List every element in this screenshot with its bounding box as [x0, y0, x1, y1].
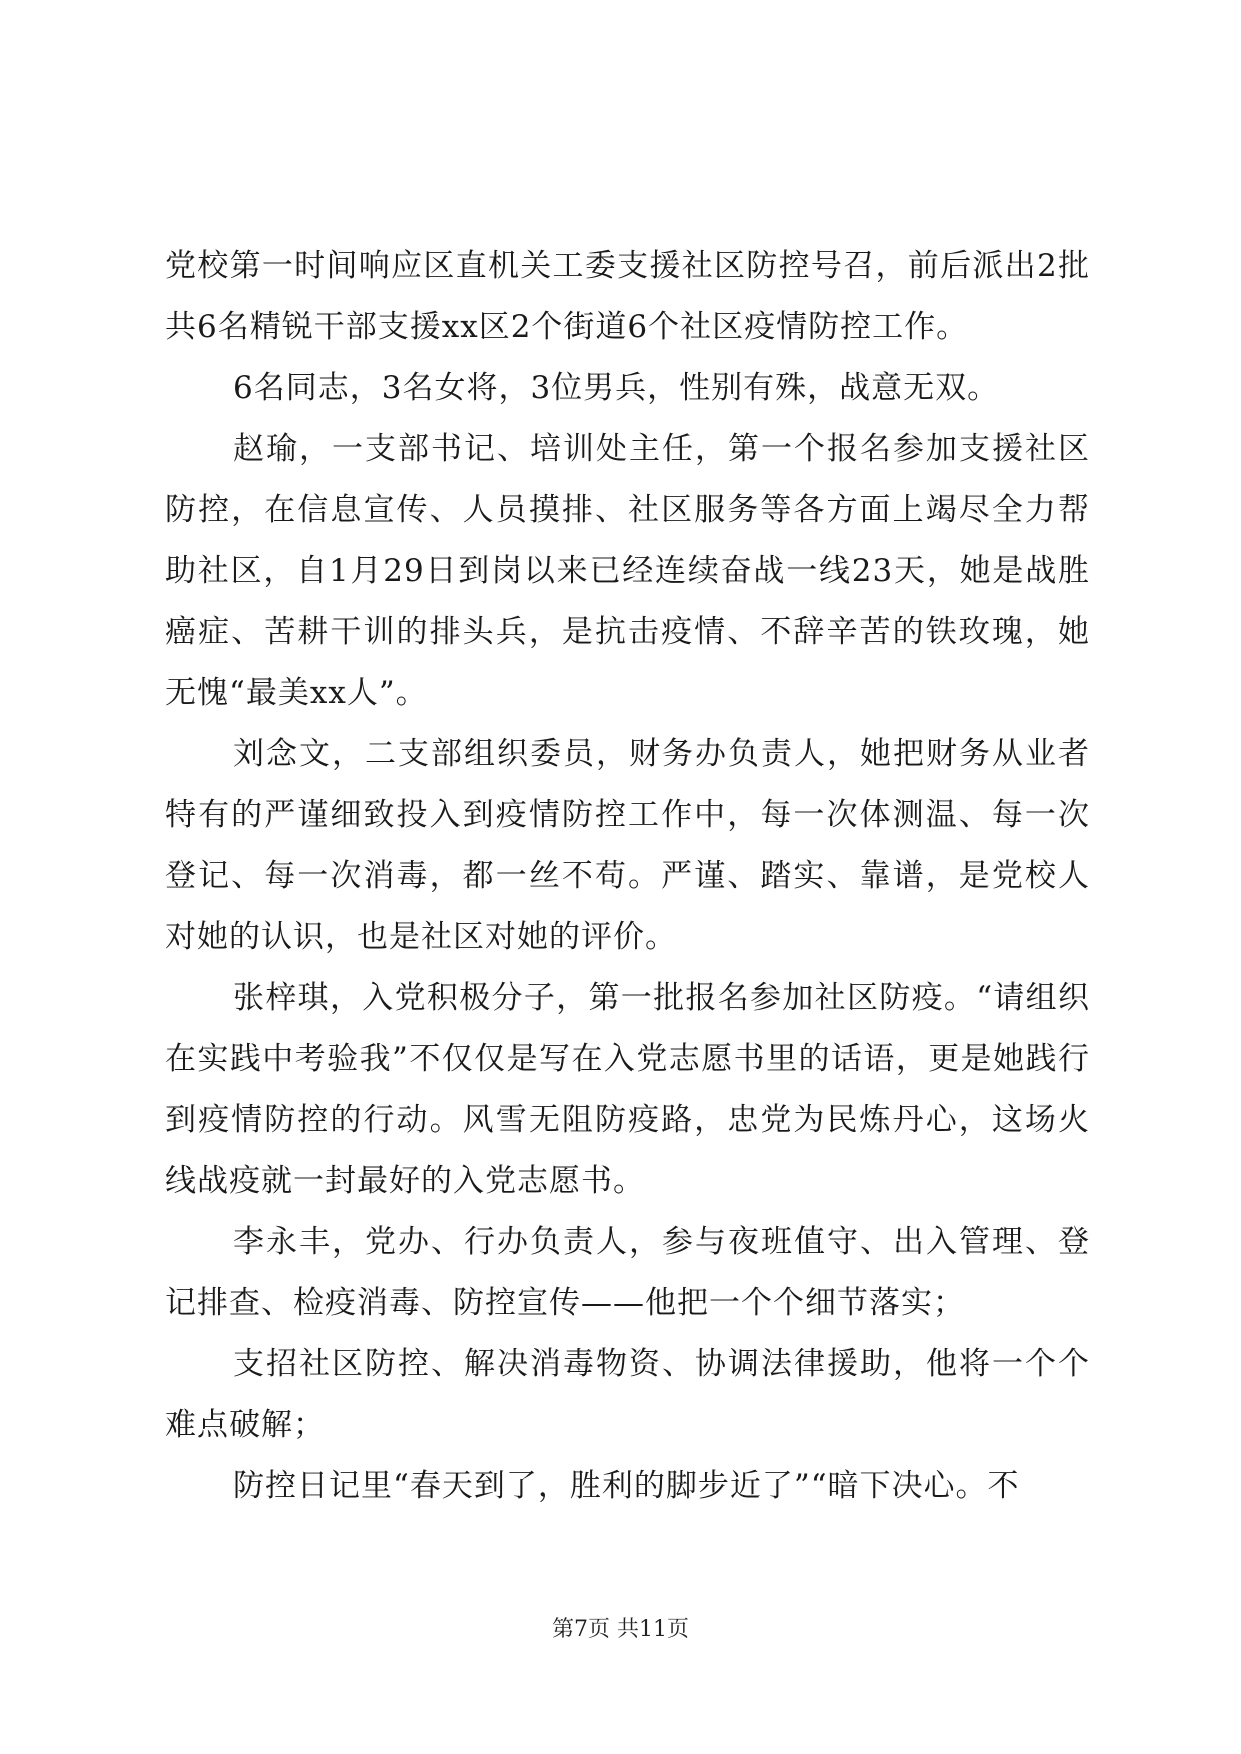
paragraph-diary: 防控日记里“春天到了，胜利的脚步近了”“暗下决心。不 — [233, 1468, 1020, 1504]
paragraph-li-yongfeng: 李永丰，党办、行办负责人，参与夜班值守、出入管理、登记排查、检疫消毒、防控宣传——他把一个个细节落实； — [165, 1224, 1090, 1321]
paragraph-party-school-response: 党校第一时间响应区直机关工委支援社区防控号召，前后派出2批共6名精锐干部支援xx区2个街道6个社区疫情防控工作。 — [165, 248, 1090, 345]
paragraph-zhang-ziqi: 张梓琪，入党积极分子，第一批报名参加社区防疫。“请组织在实践中考验我”不仅仅是写在入党志愿书里的话语，更是她践行到疫情防控的行动。风雪无阻防疫路，忠党为民炼丹心，这场火线战疫就一封最好的入党志愿书。 — [165, 980, 1090, 1199]
paragraph-community-support: 支招社区防控、解决消毒物资、协调法律援助，他将一个个难点破解； — [165, 1346, 1090, 1443]
body-text — [165, 236, 1090, 1517]
paragraph-zhao-yu: 赵瑜，一支部书记、培训处主任，第一个报名参加支援社区防控，在信息宣传、人员摸排、社区服务等各方面上竭尽全力帮助社区，自1月29日到岗以来已经连续奋战一线23天，她是战胜癌症、苦耕干训的排头兵，是抗击疫情、不辞辛苦的铁玫瑰，她无愧“最美xx人”。 — [165, 431, 1090, 711]
page-number-footer: 第7页 共11页 — [552, 1617, 689, 1642]
paragraph-six-comrades: 6名同志，3名女将，3位男兵，性别有殊，战意无双。 — [233, 370, 1000, 406]
paragraph-liu-nianwen: 刘念文，二支部组织委员，财务办负责人，她把财务从业者特有的严谨细致投入到疫情防控工作中，每一次体测温、每一次登记、每一次消毒，都一丝不苟。严谨、踏实、靠谱，是党校人对她的认识，也是社区对她的评价。 — [165, 736, 1090, 955]
